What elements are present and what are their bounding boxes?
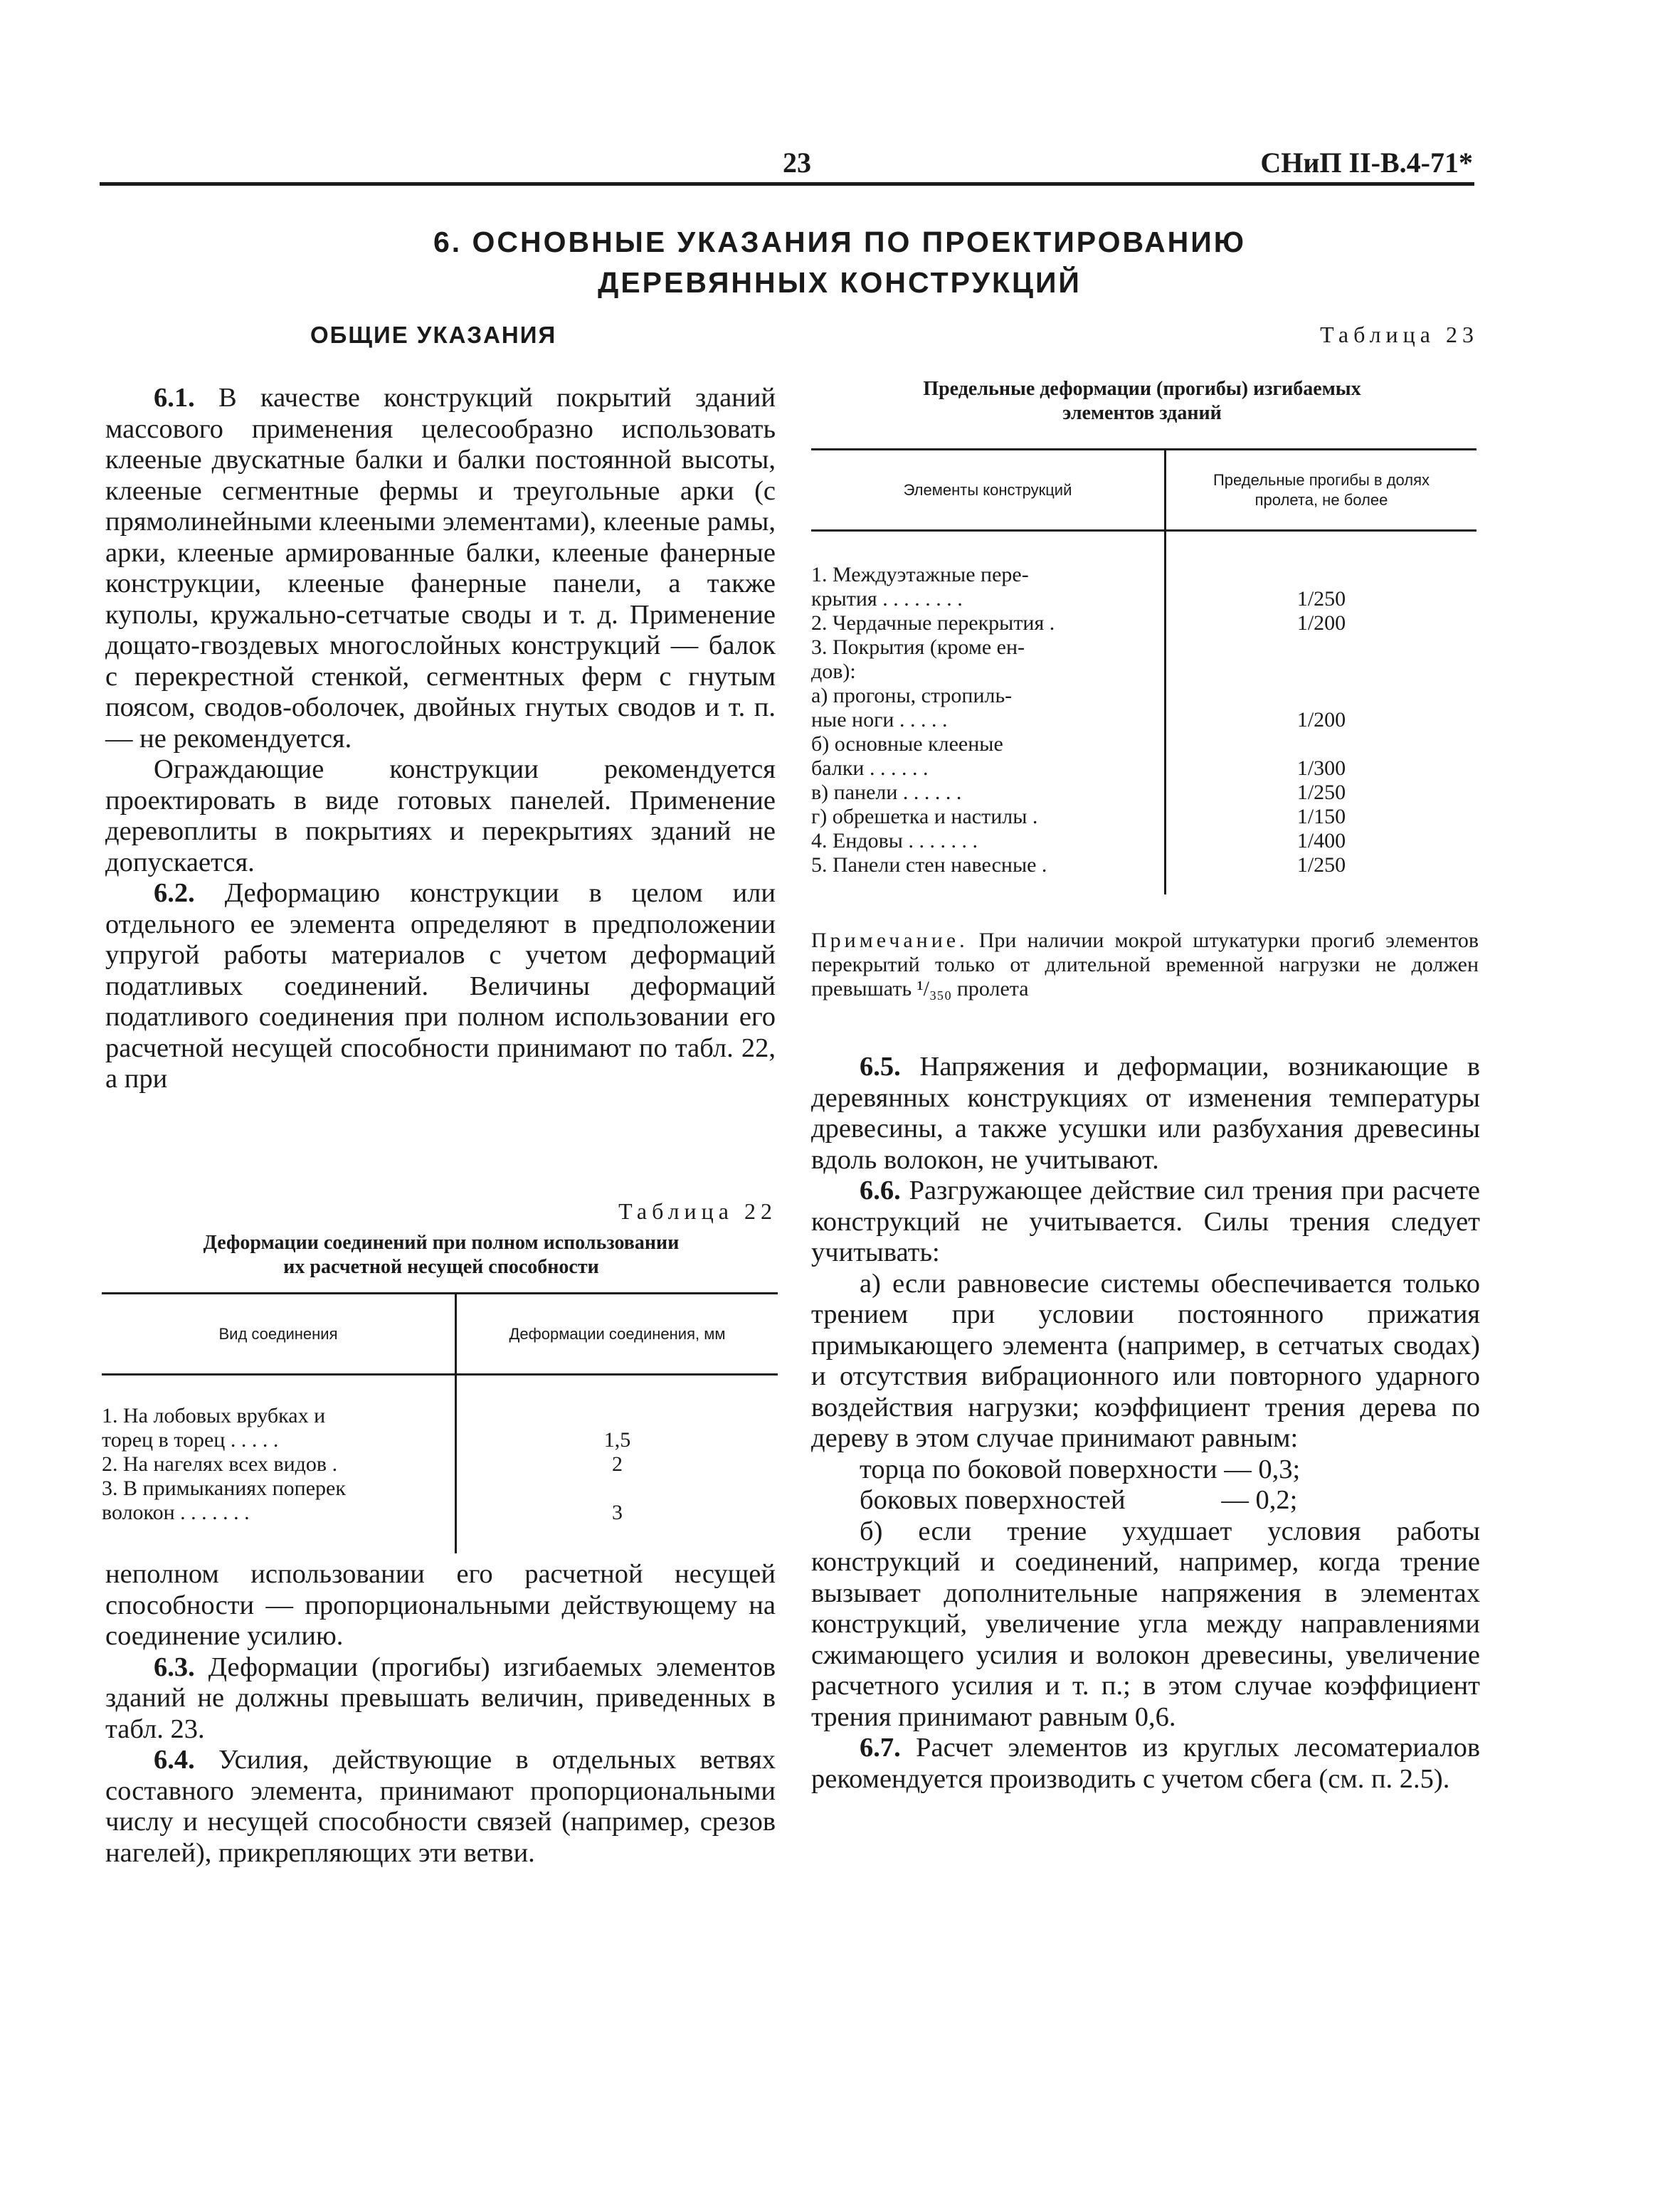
table-row: г) обрешетка и настилы .	[811, 805, 1038, 828]
friction-line-1: торца по боковой поверхности — 0,3;	[860, 1454, 1301, 1484]
table22-label: Таблица 22	[618, 1198, 777, 1224]
table-row: 2. Чердачные перекрытия .	[811, 611, 1055, 635]
table-cell-value	[1166, 563, 1476, 587]
table-cell-value: 1/250	[1296, 853, 1346, 877]
table22-col2-header: Деформации соединения, мм	[456, 1294, 778, 1375]
paragraph-6-6-b: б) если трение ухудшает условия работы конструкций и соединений, например, когда трение вызывает дополнительные напряжения в элементах конструкций, увеличение угла между направлениями сжимающего усилия и волокон древесины, увеличение расчетного усилия и т. п.; в этом случае коэффициент трения принимают равным 0,6.	[811, 1516, 1480, 1732]
paragraph-number: 6.1.	[154, 383, 195, 413]
table23-col1-cells	[811, 531, 1166, 895]
table22-col1-cells	[102, 1375, 456, 1554]
table-row: ные ноги . . . . .	[811, 708, 948, 732]
table-cell-value: 1/300	[1296, 756, 1346, 780]
table23-col2-header-line1: Предельные прогибы в долях	[1213, 470, 1430, 489]
paragraph-6-1-b: Ограждающие конструкции рекомендуется проектировать в виде готовых панелей. Применение деревоплиты в покрытиях и перекрытиях зданий не допускается.	[105, 754, 776, 877]
page-number: 23	[783, 147, 811, 179]
paragraph-6-6	[811, 1176, 1480, 1269]
paragraph-6-5	[811, 1052, 1480, 1176]
table-cell-value: 1/250	[1296, 781, 1346, 804]
table-row: в) панели . . . . . .	[811, 781, 962, 804]
header-rule	[100, 182, 1474, 186]
table23-title	[804, 377, 1480, 426]
table-row: б) основные клееные	[811, 732, 1003, 756]
paragraph-text: Деформацию конструкции в целом или отдельного ее элемента определяют в предположении упругой работы материалов с учетом деформаций податливых соединений. Величины деформаций податливого соединения при полном использовании его расчетной несущей способности принимают по табл. 22, а при	[105, 878, 776, 1094]
paragraph-number: 6.3.	[154, 1652, 195, 1682]
table22-title-line2: их расчетной несущей способности	[283, 1256, 599, 1278]
paragraph-text: Усилия, действующие в отдельных ветвях составного элемента, принимают пропорциональными числу и несущей способности связей (например, срезов нагелей), прикрепляющих эти ветви.	[105, 1745, 776, 1868]
table-cell-value: 1/250	[1296, 587, 1346, 611]
table-row: а) прогоны, стропиль-	[811, 684, 1013, 707]
paragraph-6-2-continued: неполном использовании его расчетной несущей способности — пропорциональными действующему на соединение усилию.	[105, 1559, 776, 1651]
table-row: 1. Междуэтажные пере-	[811, 563, 1029, 586]
table-row: балки . . . . . .	[811, 756, 929, 780]
right-column	[811, 1052, 1480, 1795]
table-row: дов):	[811, 660, 856, 683]
note-text: При наличии мокрой штукатурки прогиб элементов перекрытий только от длительной временной нагрузки не должен превышать ¹/₃₅₀ пролета	[811, 929, 1479, 1000]
note-label: Примечание.	[811, 929, 968, 952]
paragraph-text: Расчет элементов из круглых лесоматериалов рекомендуется производить с учетом сбега (см. п. 2.5).	[811, 1733, 1481, 1794]
table-cell-value: 1/400	[1296, 829, 1346, 852]
table22-title	[100, 1231, 783, 1279]
table-row: 3. В примыканиях поперек	[102, 1477, 346, 1500]
document-code: СНиП II-В.4-71*	[1260, 147, 1473, 179]
table-cell-value: 1/200	[1296, 708, 1346, 732]
table-row: торец в торец . . . . .	[102, 1428, 279, 1452]
table22-title-line1: Деформации соединений при полном использовании	[203, 1232, 680, 1254]
table-row: 4. Ендовы . . . . . . .	[811, 829, 978, 852]
table23-col1-header: Элементы конструкций	[811, 450, 1166, 531]
table23-title-line1: Предельные деформации (прогибы) изгибаемых	[923, 378, 1361, 400]
table-cell-value: 3	[612, 1501, 623, 1524]
table23-title-line2: элементов зданий	[1062, 402, 1222, 424]
table23-note	[811, 929, 1479, 1001]
table-cell-value: 2	[612, 1452, 623, 1476]
table22-col1-header: Вид соединения	[102, 1294, 456, 1375]
subsection-title: ОБЩИЕ УКАЗАНИЯ	[310, 322, 557, 348]
friction-line-2: боковых поверхностей — 0,2;	[860, 1485, 1298, 1515]
paragraph-number: 6.2.	[154, 878, 195, 908]
section-title-line2: ДЕРЕВЯННЫХ КОНСТРУКЦИЙ	[598, 266, 1082, 299]
paragraph-text: Напряжения и деформации, возникающие в деревянных конструкциях от изменения температуры древесины, а также усушки или разбухания древесины вдоль волокон, не учитывают.	[811, 1052, 1480, 1175]
table22	[102, 1292, 778, 1553]
paragraph-text: Разгружающее действие сил трения при расчете конструкций не учитывается. Силы трения следует учитывать:	[811, 1176, 1481, 1267]
table23	[811, 448, 1476, 894]
left-column-top	[105, 383, 776, 1095]
table23-col2-header	[1166, 450, 1477, 531]
paragraph-text: В качестве конструкций покрытий зданий массового применения целесообразно использовать клееные двускатные балки и балки постоянной высоты, клееные сегментные фермы и треугольные арки (с прямолинейными клееными элементами), клееные рамы, арки, клееные армированные балки, клееные фанерные конструкции, клееные фанерные панели, а также куполы, кружально-сетчатые своды и т. д. Применение дощато-гвоздевых многослойных конструкций — балок с перекрестной стенкой, сегментных ферм с гнутым поясом, сводов-оболочек, двойных гнутых сводов и т. п. — не рекомендуется.	[105, 383, 776, 754]
table-row: крытия . . . . . . . .	[811, 587, 963, 611]
paragraph-6-1	[105, 383, 776, 754]
left-column-bottom	[105, 1559, 776, 1869]
table-row: волокон . . . . . . .	[102, 1501, 250, 1524]
table23-col2-cells	[1166, 531, 1477, 895]
paragraph-number: 6.5.	[860, 1052, 901, 1082]
paragraph-6-4	[105, 1745, 776, 1869]
table23-col2-header-line2: пролета, не более	[1254, 490, 1388, 509]
table-cell-value: 1/200	[1296, 611, 1346, 635]
paragraph-text: Деформации (прогибы) изгибаемых элементов зданий не должны превышать величин, приведенных в табл. 23.	[105, 1652, 776, 1744]
table-row: 1. На лобовых врубках и	[102, 1404, 326, 1427]
table-cell-value: 1,5	[603, 1428, 631, 1452]
section-title-line1: 6. ОСНОВНЫЕ УКАЗАНИЯ ПО ПРОЕКТИРОВАНИЮ	[433, 226, 1247, 258]
table-row: 3. Покрытия (кроме ен-	[811, 635, 1025, 659]
paragraph-number: 6.7.	[860, 1733, 901, 1763]
table23-label: Таблица 23	[1320, 322, 1479, 347]
table-row: 2. На нагелях всех видов .	[102, 1452, 338, 1476]
table-row: 5. Панели стен навесные .	[811, 853, 1047, 877]
paragraph-number: 6.4.	[154, 1745, 195, 1775]
paragraph-6-3	[105, 1652, 776, 1746]
paragraph-6-6-a: а) если равновесие системы обеспечивается только трением при условии постоянного прижатия примыкающего элемента (например, в сетчатых сводах) и отсутствия вибрационного или повторного ударного воздействия нагрузки; коэффициент трения дерева по дереву в этом случае принимают равным:	[811, 1268, 1480, 1453]
paragraph-6-7	[811, 1733, 1480, 1795]
table22-col2-cells	[456, 1375, 778, 1554]
paragraph-number: 6.6.	[860, 1176, 901, 1205]
table-cell-value: 1/150	[1296, 805, 1346, 828]
paragraph-6-2	[105, 878, 776, 1095]
